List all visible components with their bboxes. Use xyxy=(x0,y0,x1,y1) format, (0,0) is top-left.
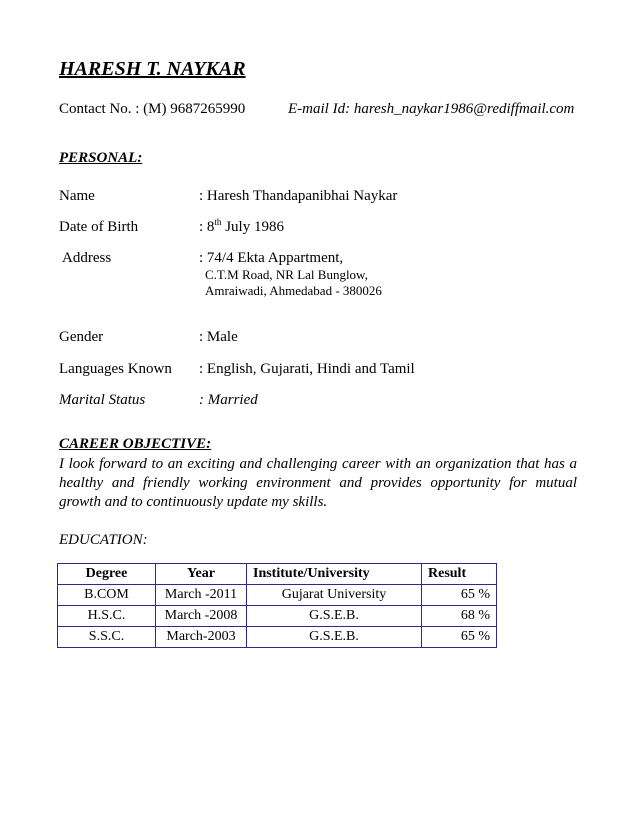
institute-cell: Gujarat University xyxy=(247,585,422,606)
career-objective-text: I look forward to an exciting and challenging career with an organization that has a healthy and friendly working environment and provides opportunity for mutual growth and to continuously update my skills. xyxy=(59,456,577,510)
email-address: E-mail Id: haresh_naykar1986@rediffmail.com xyxy=(288,101,575,117)
resume-name: HARESH T. NAYKAR xyxy=(59,58,246,80)
dob-prefix: : 8 xyxy=(199,219,215,235)
degree-cell: H.S.C. xyxy=(58,606,156,627)
education-header-row xyxy=(58,564,497,585)
result-cell: 68 % xyxy=(422,606,497,627)
column-header-degree: Degree xyxy=(58,564,156,585)
career-objective-heading: CAREER OBJECTIVE: xyxy=(59,436,212,452)
languages-label: Languages Known xyxy=(59,361,172,377)
gender-value: : Male xyxy=(199,329,238,345)
year-cell: March -2008 xyxy=(156,606,247,627)
education-table xyxy=(57,563,497,648)
column-header-institute: Institute/University xyxy=(247,564,422,585)
dob-value xyxy=(199,219,284,236)
name-value: : Haresh Thandapanibhai Naykar xyxy=(199,188,398,204)
name-label: Name xyxy=(59,188,95,204)
address-label: Address xyxy=(62,250,112,266)
personal-heading: PERSONAL: xyxy=(59,150,143,166)
result-cell: 65 % xyxy=(422,585,497,606)
contact-number: Contact No. : (M) 9687265990 xyxy=(59,101,246,117)
address-line-1: : 74/4 Ekta Appartment, xyxy=(199,250,344,266)
address-line-2: C.T.M Road, NR Lal Bunglow, xyxy=(205,267,368,282)
institute-cell: G.S.E.B. xyxy=(247,606,422,627)
result-cell: 65 % xyxy=(422,627,497,648)
languages-value: : English, Gujarati, Hindi and Tamil xyxy=(199,361,415,377)
dob-superscript: th xyxy=(214,217,222,227)
gender-label: Gender xyxy=(59,329,104,345)
marital-status-label: Marital Status xyxy=(59,392,146,408)
column-header-result: Result xyxy=(422,564,497,585)
institute-cell: G.S.E.B. xyxy=(247,627,422,648)
table-row xyxy=(58,606,497,627)
column-header-year: Year xyxy=(156,564,247,585)
education-heading: EDUCATION: xyxy=(59,532,148,548)
address-line-3: Amraiwadi, Ahmedabad - 380026 xyxy=(205,283,382,298)
dob-label: Date of Birth xyxy=(59,219,139,235)
marital-status-value: : Married xyxy=(199,392,258,408)
table-row xyxy=(58,627,497,648)
table-row xyxy=(58,585,497,606)
degree-cell: B.COM xyxy=(58,585,156,606)
degree-cell: S.S.C. xyxy=(58,627,156,648)
year-cell: March-2003 xyxy=(156,627,247,648)
year-cell: March -2011 xyxy=(156,585,247,606)
dob-suffix: July 1986 xyxy=(221,219,284,235)
